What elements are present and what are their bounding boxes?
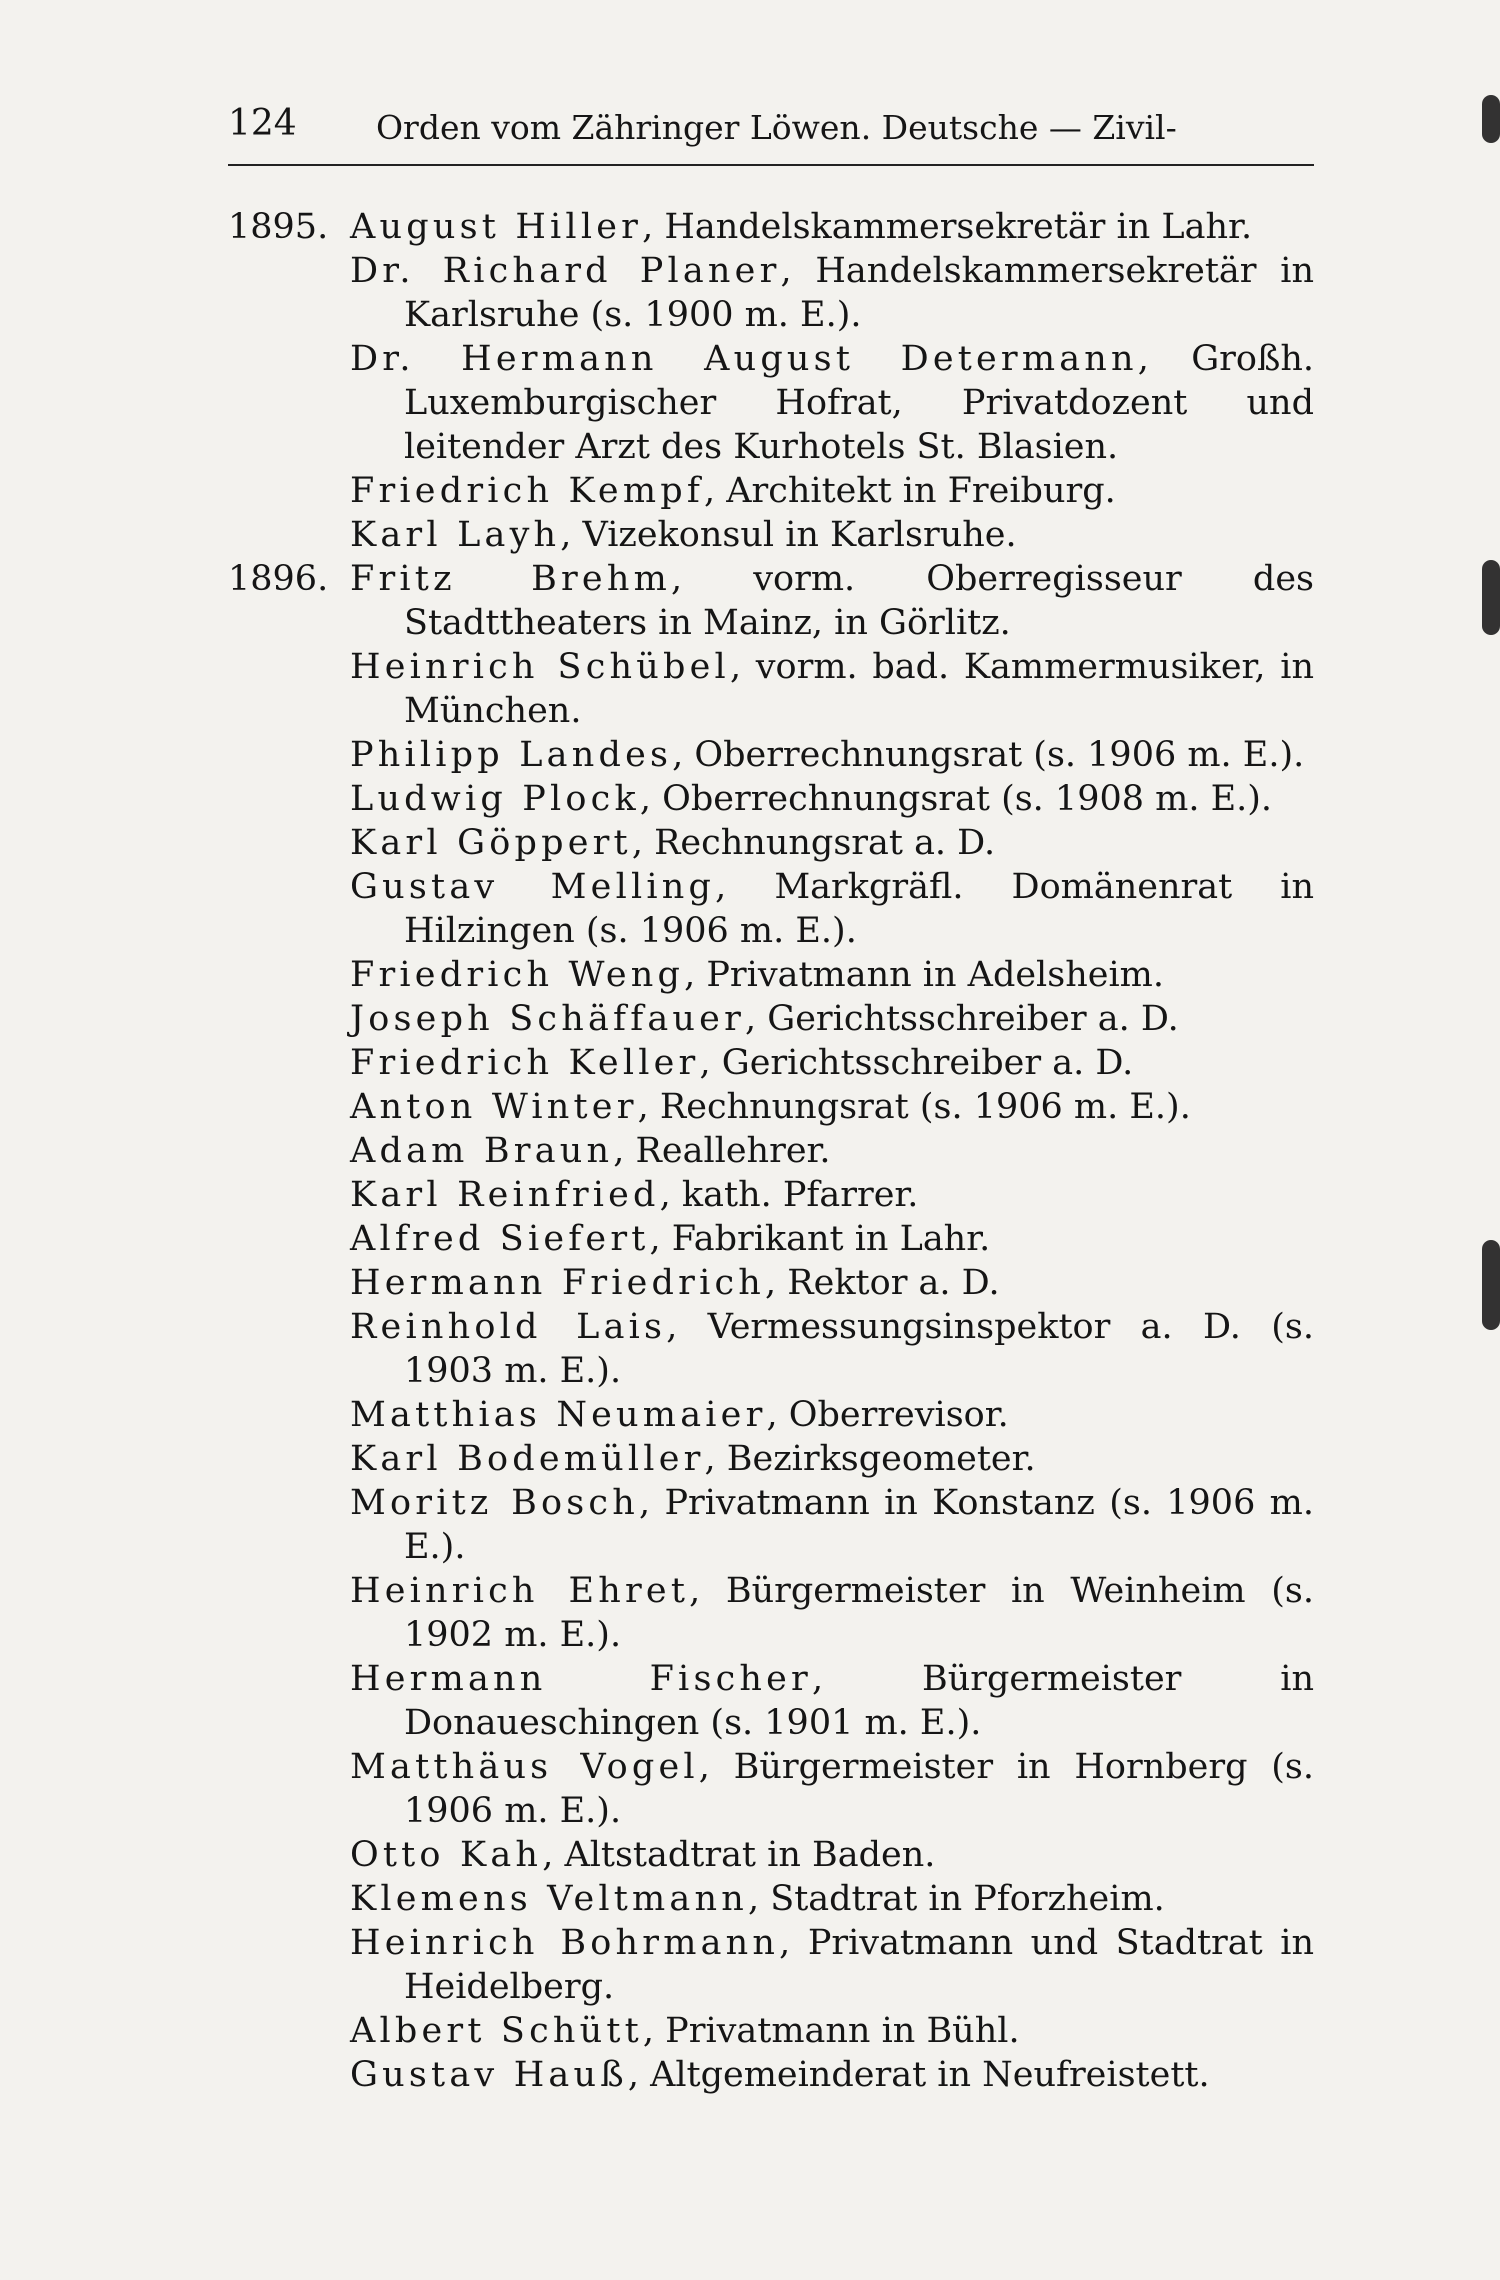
entry-name: Reinhold Lais <box>350 1307 667 1347</box>
entry-description: , Rechnungsrat (s. 1906 m. E.). <box>637 1087 1191 1127</box>
entry-description: , Vermessungsinspektor a. D. (s. 1903 m. E.). <box>404 1307 1314 1391</box>
list-entry <box>350 249 1314 337</box>
entry-name: Karl Layh <box>350 515 561 555</box>
year-section-1895 <box>228 205 1314 557</box>
list-entry <box>350 1129 1314 1173</box>
scan-edge-mark <box>1482 95 1500 143</box>
entry-name: Dr. Hermann August Determann <box>350 339 1138 379</box>
entry-name: Hermann Fischer <box>350 1659 812 1699</box>
scan-edge-mark <box>1482 560 1500 635</box>
year-entries <box>350 557 1314 2097</box>
list-entry <box>350 205 1314 249</box>
list-entry <box>350 1569 1314 1657</box>
entry-name: Philipp Landes <box>350 735 673 775</box>
entry-name: Matthäus Vogel <box>350 1747 699 1787</box>
entry-description: , Gerichtsschreiber a. D. <box>699 1043 1134 1083</box>
list-entry <box>350 997 1314 1041</box>
list-entry <box>350 2009 1314 2053</box>
list-entry <box>350 953 1314 997</box>
entry-name: Ludwig Plock <box>350 779 640 819</box>
entry-name: Moritz Bosch <box>350 1483 639 1523</box>
entry-description: , kath. Pfarrer. <box>659 1175 919 1215</box>
entry-description: , Stadtrat in Pforzheim. <box>747 1879 1165 1919</box>
list-entry <box>350 1877 1314 1921</box>
header-rule <box>228 164 1314 166</box>
entry-description: , Fabrikant in Lahr. <box>649 1219 991 1259</box>
list-entry <box>350 513 1314 557</box>
entry-name: Joseph Schäffauer <box>350 999 745 1039</box>
list-entry <box>350 777 1314 821</box>
list-entry <box>350 1481 1314 1569</box>
entry-name: Karl Göppert <box>350 823 632 863</box>
list-entry <box>350 1305 1314 1393</box>
entry-description: , Handelskammersekretär in Karlsruhe (s. 1900 m. E.). <box>404 251 1315 335</box>
list-entry <box>350 1921 1314 2009</box>
entry-name: Klemens Veltmann <box>350 1879 748 1919</box>
honors-list <box>228 205 1314 2097</box>
entry-description: , Altstadtrat in Baden. <box>542 1835 936 1875</box>
entry-description: , vorm. Oberregisseur des Stadttheaters in Mainz, in Görlitz. <box>404 559 1315 643</box>
entry-name: Adam Braun <box>350 1131 614 1171</box>
entry-description: , Oberrevisor. <box>766 1395 1009 1435</box>
list-entry <box>350 645 1314 733</box>
entry-description: , Oberrechnungsrat (s. 1906 m. E.). <box>672 735 1305 775</box>
entry-name: Friedrich Kempf <box>350 471 704 511</box>
year-label: 1896. <box>228 559 329 599</box>
entry-name: Heinrich Ehret <box>350 1571 690 1611</box>
entry-name: Albert Schütt <box>350 2011 643 2051</box>
page-number: 124 <box>228 103 297 144</box>
entry-name: Karl Bodemüller <box>350 1439 705 1479</box>
entry-description: , Vizekonsul in Karlsruhe. <box>560 515 1017 555</box>
list-entry <box>350 1085 1314 1129</box>
entry-name: Alfred Siefert <box>350 1219 650 1259</box>
entry-description: , Altgemeinderat in Neufreistett. <box>627 2055 1210 2095</box>
list-entry <box>350 821 1314 865</box>
entry-name: August Hiller <box>350 207 643 247</box>
list-entry <box>350 1217 1314 1261</box>
entry-description: , Rektor a. D. <box>765 1263 1000 1303</box>
entry-name: Hermann Friedrich <box>350 1263 766 1303</box>
year-label: 1895. <box>228 207 329 247</box>
entry-name: Friedrich Keller <box>350 1043 700 1083</box>
entry-name: Fritz Brehm <box>350 559 671 599</box>
entry-name: Friedrich Weng <box>350 955 685 995</box>
entry-description: , Architekt in Freiburg. <box>704 471 1116 511</box>
entry-description: , Handelskammersekretär in Lahr. <box>642 207 1253 247</box>
entry-description: , Gerichtsschreiber a. D. <box>745 999 1179 1039</box>
list-entry <box>350 1173 1314 1217</box>
running-head: Orden vom Zähringer Löwen. Deutsche — Zivil- <box>376 108 1177 147</box>
entry-description: , Bezirksgeometer. <box>704 1439 1036 1479</box>
entry-description: , Rechnungsrat a. D. <box>631 823 996 863</box>
scan-edge-mark <box>1482 1240 1500 1330</box>
entry-description: , Privatmann in Konstanz (s. 1906 m. E.). <box>404 1483 1314 1567</box>
entry-description: , Oberrechnungsrat (s. 1908 m. E.). <box>639 779 1273 819</box>
entry-description: , Großh. Luxemburgischer Hofrat, Privatdozent und leitender Arzt des Kurhotels St. Blasien. <box>404 339 1314 467</box>
entry-name: Dr. Richard Planer <box>350 251 781 291</box>
entry-description: , Privatmann in Adelsheim. <box>684 955 1164 995</box>
entry-description: , Markgräfl. Domänenrat in Hilzingen (s. 1906 m. E.). <box>404 867 1314 951</box>
entry-name: Anton Winter <box>350 1087 638 1127</box>
entry-description: , Bürgermeister in Weinheim (s. 1902 m. E.). <box>404 1571 1314 1655</box>
entry-description: , Privatmann und Stadtrat in Heidelberg. <box>404 1923 1314 2007</box>
entry-description: , vorm. bad. Kammermusiker, in München. <box>404 647 1314 731</box>
list-entry <box>350 865 1314 953</box>
entry-description: , Bürgermeister in Hornberg (s. 1906 m. E.). <box>404 1747 1314 1831</box>
list-entry <box>350 1437 1314 1481</box>
list-entry <box>350 1833 1314 1877</box>
list-entry <box>350 337 1314 469</box>
year-section-1896 <box>228 557 1314 2097</box>
entry-description: , Privatmann in Bühl. <box>642 2011 1020 2051</box>
year-entries <box>350 205 1314 557</box>
entry-name: Matthias Neumaier <box>350 1395 767 1435</box>
entry-name: Karl Reinfried <box>350 1175 660 1215</box>
entry-description: , Bürgermeister in Donaueschingen (s. 1901 m. E.). <box>404 1659 1314 1743</box>
list-entry <box>350 1261 1314 1305</box>
list-entry <box>350 733 1314 777</box>
list-entry <box>350 1657 1314 1745</box>
list-entry <box>350 469 1314 513</box>
entry-name: Heinrich Schübel <box>350 647 730 687</box>
list-entry <box>350 557 1314 645</box>
page-header <box>228 98 1314 160</box>
list-entry <box>350 1393 1314 1437</box>
entry-name: Otto Kah <box>350 1835 543 1875</box>
entry-description: , Reallehrer. <box>613 1131 831 1171</box>
list-entry <box>350 1745 1314 1833</box>
list-entry <box>350 2053 1314 2097</box>
entry-name: Gustav Hauß <box>350 2055 628 2095</box>
list-entry <box>350 1041 1314 1085</box>
entry-name: Gustav Melling <box>350 867 716 907</box>
entry-name: Heinrich Bohrmann <box>350 1923 780 1963</box>
